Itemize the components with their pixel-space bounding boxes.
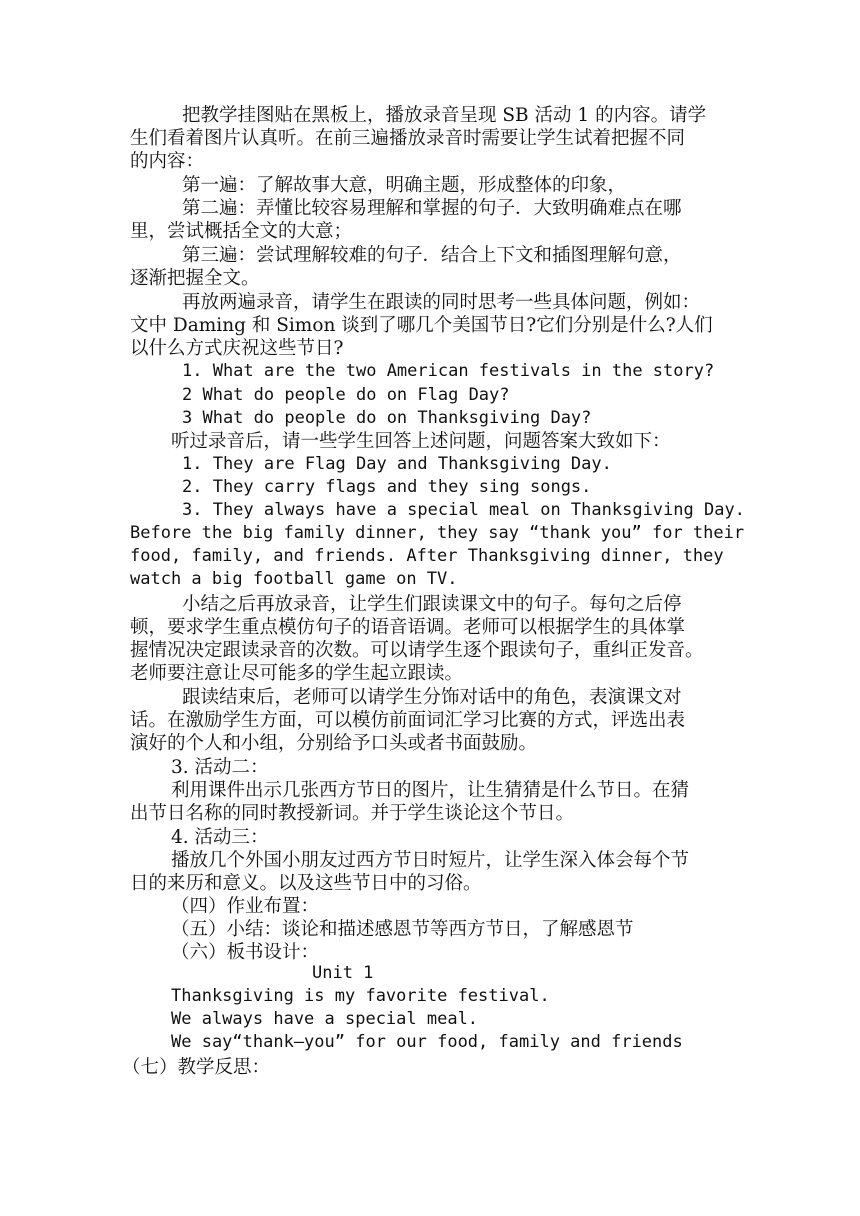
section-heading: 3. 活动二：: [171, 757, 269, 778]
text-line: 握情况决定跟读录音的次数。可以请学生逐个跟读句子，重纠正发音。: [130, 640, 704, 661]
text-line: 逐渐把握全文。: [130, 268, 260, 289]
text-line: 跟读结束后，老师可以请学生分饰对话中的角色，表演课文对: [182, 687, 682, 708]
section-heading: （五）小结：谈论和描述感恩节等西方节日，了解感恩节: [171, 919, 634, 940]
text-line: 第三遍：尝试理解较难的句子．结合上下文和插图理解句意，: [182, 245, 682, 266]
answer-line: 1. They are Flag Day and Thanksgiving Day.: [182, 454, 612, 474]
text-line: 把教学挂图贴在黑板上，播放录音呈现 SB 活动 1 的内容。请学: [182, 105, 707, 126]
text-line: 再放两遍录音，请学生在跟读的同时思考一些具体问题，例如：: [182, 292, 701, 313]
answer-line: 2. They carry flags and they sing songs.: [182, 477, 592, 497]
text-line: 里，尝试概括全文的大意；: [130, 221, 353, 242]
board-line: We always have a special meal.: [171, 1009, 479, 1029]
text-line: 顿，要求学生重点模仿句子的语音语调。老师可以根据学生的具体掌: [130, 617, 686, 638]
text-line: 文中 Daming 和 Simon 谈到了哪几个美国节日?它们分别是什么?人们: [130, 315, 713, 336]
section-heading: （六）板书设计：: [171, 942, 320, 963]
text-line: 演好的个人和小组，分别给予口头或者书面鼓励。: [130, 733, 538, 754]
text-line: 第二遍：弄懂比较容易理解和掌握的句子．大致明确难点在哪: [182, 198, 682, 219]
text-line: 小结之后再放录音，让学生们跟读课文中的句子。每句之后停: [182, 594, 682, 615]
text-line: 听过录音后，请一些学生回答上述问题，问题答案大致如下：: [171, 431, 671, 452]
question-line: 3 What do people do on Thanksgiving Day?: [182, 408, 592, 428]
answer-line: food, family, and friends. After Thanksgiving dinner, they: [130, 546, 724, 566]
answer-line: Before the big family dinner, they say “thank you” for their: [130, 523, 745, 543]
text-line: 话。在激励学生方面，可以模仿前面词汇学习比赛的方式，评选出表: [130, 710, 686, 731]
section-heading: （七）教学反思：: [122, 1057, 271, 1078]
board-line: We say“thank—you” for our food, family and friends: [171, 1032, 683, 1052]
text-line: 出节日名称的同时教授新词。并于学生谈论这个节日。: [130, 803, 575, 824]
answer-line: 3. They always have a special meal on Thanksgiving Day.: [182, 500, 745, 520]
section-heading: 4. 活动三：: [171, 827, 269, 848]
text-line: 老师要注意让尽可能多的学生起立跟读。: [130, 663, 464, 684]
text-line: 利用课件出示几张西方节日的图片，让生猜猜是什么节日。在猜: [171, 780, 690, 801]
answer-line: watch a big football game on TV.: [130, 569, 458, 589]
question-line: 2 What do people do on Flag Day?: [182, 385, 510, 405]
text-line: 第一遍：了解故事大意，明确主题，形成整体的印象，: [182, 175, 627, 196]
text-line: 以什么方式庆祝这些节日?: [130, 338, 344, 359]
question-line: 1. What are the two American festivals in the story?: [182, 361, 715, 381]
board-line: Thanksgiving is my favorite festival.: [171, 986, 550, 1006]
text-line: 日的来历和意义。以及这些节日中的习俗。: [130, 873, 482, 894]
text-line: 生们看着图片认真听。在前三遍播放录音时需要让学生试着把握不同: [130, 128, 686, 149]
board-title: Unit 1: [312, 963, 374, 983]
section-heading: （四）作业布置：: [171, 896, 320, 917]
text-line: 播放几个外国小朋友过西方节日时短片，让学生深入体会每个节: [171, 850, 690, 871]
text-line: 的内容：: [130, 151, 205, 172]
